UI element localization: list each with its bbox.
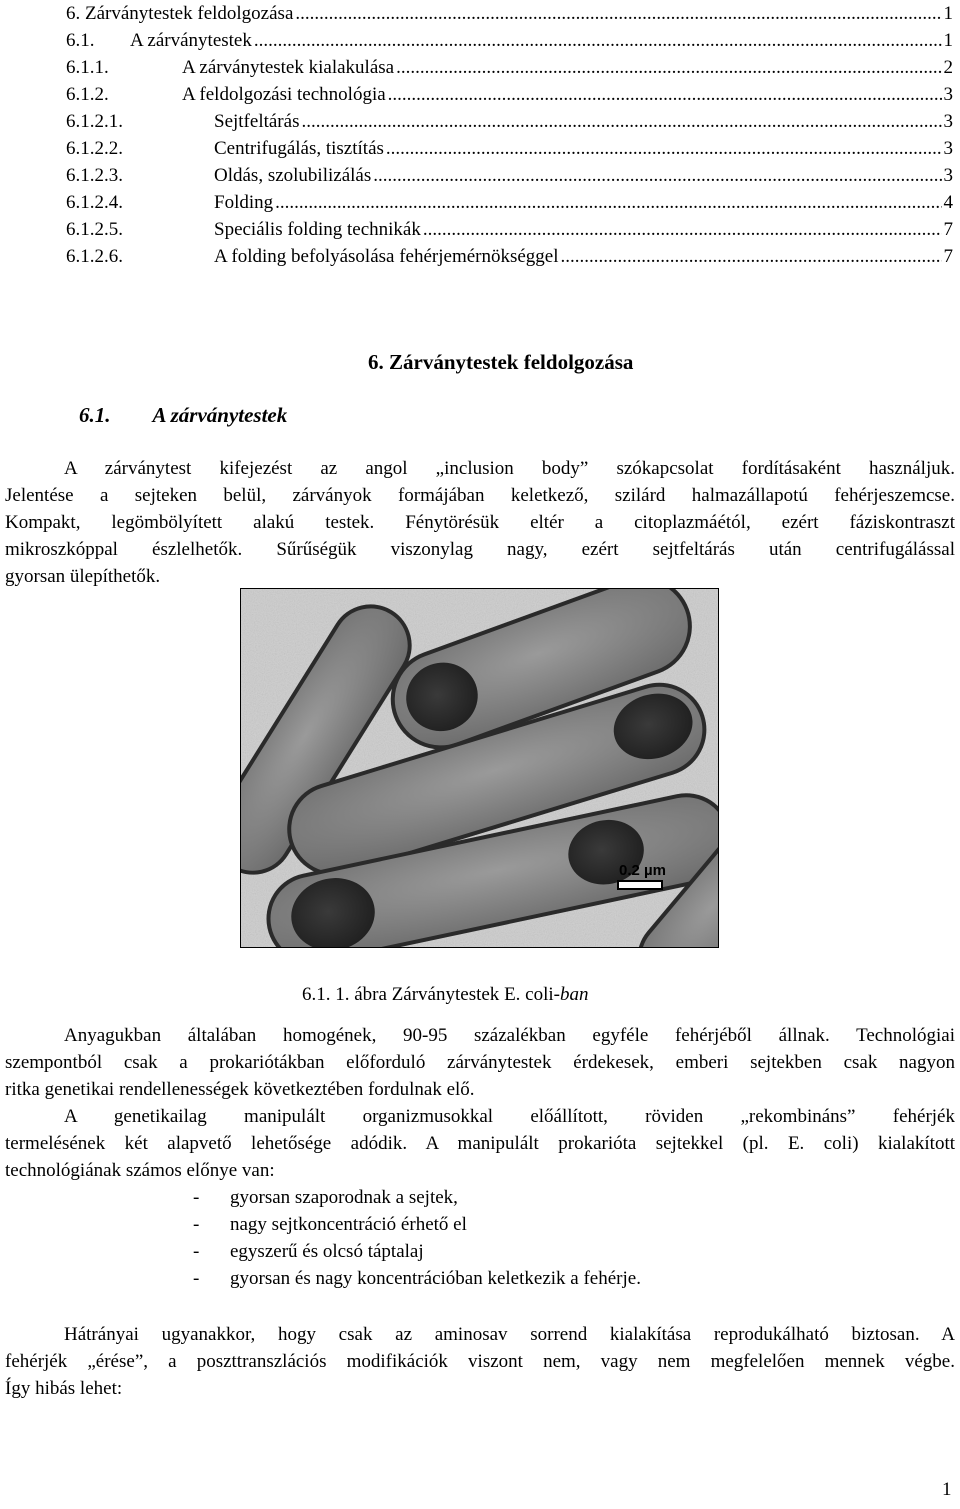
toc-entry[interactable] [66, 164, 953, 188]
toc-entry[interactable] [66, 137, 953, 161]
caption-prefix: 6.1. 1. ábra Zárványtestek [302, 984, 505, 1005]
toc-entry-number: 6.1.2. [66, 84, 109, 105]
list-item: - gyorsan és nagy koncentrációban keletkezik a fehérje. [193, 1268, 641, 1289]
toc-entry-title: Folding [214, 192, 274, 213]
paragraph-intro: Jelentése a sejteken belül, zárványok formájában keletkező, szilárd halmazállapotú fehérjeszemcse. Kompakt, legömbölyített alakú testek. Fénytörésük eltér a citoplazmáétól, ezért fáziskontraszt mikroszkóppal észlelhetők. Sűrűségük viszonylag nagy, ezért sejtfeltárás után centrifugálással gyorsan ülepíthetők. [5, 485, 955, 587]
toc-entry-page: 4 [943, 192, 953, 213]
paragraph-recombinant-first-line: A genetikailag manipulált organizmusokkal előállított, röviden „rekombináns” fehérjék [64, 1106, 955, 1127]
toc-entry-page: 2 [943, 57, 953, 78]
toc-entry-page: 3 [943, 111, 953, 132]
toc-entry[interactable] [66, 218, 953, 242]
toc-entry-label: 6. Zárványtestek feldolgozása [66, 3, 294, 24]
toc-entry-title: A zárványtestek kialakulása [182, 57, 395, 78]
toc-entry[interactable] [66, 83, 953, 107]
toc-entry[interactable] [66, 56, 953, 80]
scale-bar-label: 0.2 µm [619, 862, 666, 879]
paragraph-intro-first-line: A zárványtest kifejezést az angol „inclusion body” szókapcsolat fordításaként használjuk. [64, 458, 955, 479]
section-heading [79, 403, 287, 428]
toc-entry[interactable] [66, 245, 953, 269]
section-title: A zárványtestek [152, 403, 288, 427]
list-item: - nagy sejtkoncentráció érhető el [193, 1214, 467, 1235]
caption-suffix: -ban [553, 984, 589, 1005]
toc-entry[interactable] [66, 29, 953, 53]
toc-entry[interactable] [66, 110, 953, 134]
toc-entry-number: 6.1. [66, 30, 95, 51]
toc-entry-page: 1 [943, 3, 953, 24]
toc-entry-number: 6.1.2.6. [66, 246, 123, 267]
toc-entry-title: A folding befolyásolása fehérjemérnökséggel [214, 246, 559, 267]
toc-entry-title: A feldolgozási technológia [182, 84, 386, 105]
toc-entry-page: 1 [943, 30, 953, 51]
chapter-heading: 6. Zárványtestek feldolgozása [368, 350, 634, 374]
toc-entry-title: Oldás, szolubilizálás [214, 165, 372, 186]
inclusion-body-micrograph [241, 589, 718, 947]
toc-entry-title: A zárványtestek [130, 30, 252, 51]
toc-entry-number: 6.1.2.1. [66, 111, 123, 132]
toc-entry-page: 3 [943, 138, 953, 159]
toc-entry-number: 6.1.1. [66, 57, 109, 78]
toc-entry-page: 7 [943, 219, 953, 240]
toc-entry-title: Sejtfeltárás [214, 111, 300, 132]
toc-entry-number: 6.1.2.3. [66, 165, 123, 186]
paragraph-composition-first-line: Anyagukban általában homogének, 90-95 százalékban egyféle fehérjéből állnak. Technológiai [64, 1025, 955, 1046]
caption-organism: E. coli [504, 984, 554, 1005]
advantages-list [193, 1184, 641, 1292]
toc-entry-title: Centrifugálás, tisztítás [214, 138, 384, 159]
toc-entry[interactable] [66, 191, 953, 215]
paragraph-recombinant: termelésének két alapvető lehetősége adódik. A manipulált prokarióta sejtekkel (pl. E. coli) kialakított technológiának számos előnye van: [5, 1133, 955, 1181]
paragraph-drawbacks: fehérjék „érése”, a poszttranszlációs modifikációk viszont nem, vagy nem megfelelően mennek végbe. Így hibás lehet: [5, 1351, 955, 1399]
paragraph-composition: szempontból csak a prokariótákban előforduló zárványtestek érdekesek, emberi sejtekben csak nagyon ritka genetikai rendellenességek következtében fordulnak elő. [5, 1052, 955, 1100]
page-number: 1 [942, 1479, 952, 1500]
toc-entry-number: 6.1.2.5. [66, 219, 123, 240]
toc-entry-page: 7 [943, 246, 953, 267]
section-number: 6.1. [79, 403, 111, 427]
paragraph-drawbacks-first-line: Hátrányai ugyanakkor, hogy csak az aminosav sorrend kialakítása reprodukálható biztosan. A [64, 1324, 955, 1345]
list-item: - egyszerű és olcsó táptalaj [193, 1241, 424, 1262]
toc-entry[interactable] [66, 2, 953, 26]
figure-caption [302, 984, 589, 1006]
toc-entry-number: 6.1.2.4. [66, 192, 123, 213]
list-item: - gyorsan szaporodnak a sejtek, [193, 1187, 458, 1208]
micrograph-figure [240, 588, 719, 948]
scale-bar [618, 862, 666, 889]
toc-entry-title: Speciális folding technikák [214, 219, 421, 240]
toc-entry-number: 6.1.2.2. [66, 138, 123, 159]
toc-entry-page: 3 [943, 165, 953, 186]
toc-entry-page: 3 [943, 84, 953, 105]
